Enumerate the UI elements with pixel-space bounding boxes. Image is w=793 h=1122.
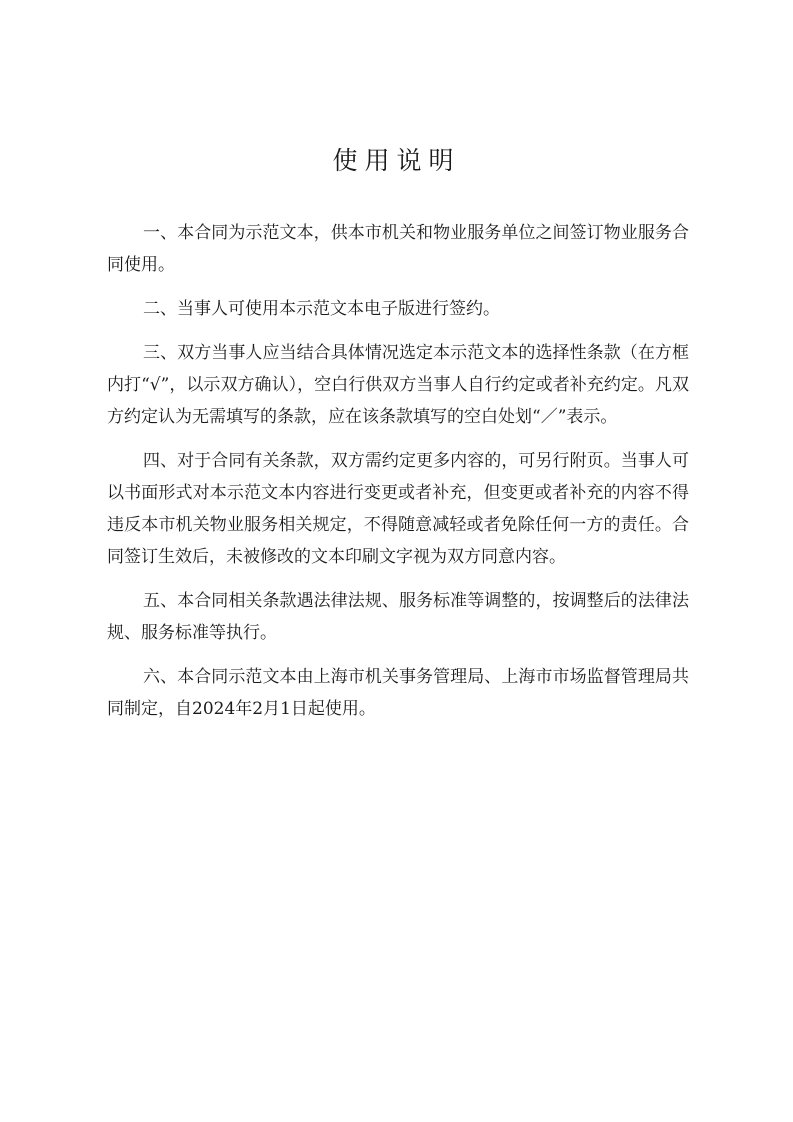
instructions-body bbox=[107, 217, 689, 737]
instruction-paragraph-4: 四、对于合同有关条款，双方需约定更多内容的，可另行附页。当事人可以书面形式对本示范文本内容进行变更或者补充，但变更或者补充的内容不得违反本市机关物业服务相关规定，不得随意减轻或者免除任何一方的责任。合同签订生效后，未被修改的文本印刷文字视为双方同意内容。 bbox=[107, 451, 689, 567]
instruction-paragraph-2: 二、当事人可使用本示范文本电子版进行签约。 bbox=[143, 299, 500, 319]
instruction-paragraph-5: 五、本合同相关条款遇法律法规、服务标准等调整的，按调整后的法律法规、服务标准等执行。 bbox=[107, 591, 689, 643]
instruction-paragraph-6: 六、本合同示范文本由上海市机关事务管理局、上海市市场监督管理局共同制定，自2024年2月1日起使用。 bbox=[107, 667, 689, 719]
page-title: 使用说明 bbox=[332, 146, 461, 175]
instruction-paragraph-3: 三、双方当事人应当结合具体情况选定本示范文本的选择性条款（在方框内打“√”，以示双方确认），空白行供双方当事人自行约定或者补充约定。凡双方约定认为无需填写的条款，应在该条款填写的空白处划“／”表示。 bbox=[107, 343, 689, 427]
instruction-paragraph-1: 一、本合同为示范文本，供本市机关和物业服务单位之间签订物业服务合同使用。 bbox=[107, 223, 689, 275]
